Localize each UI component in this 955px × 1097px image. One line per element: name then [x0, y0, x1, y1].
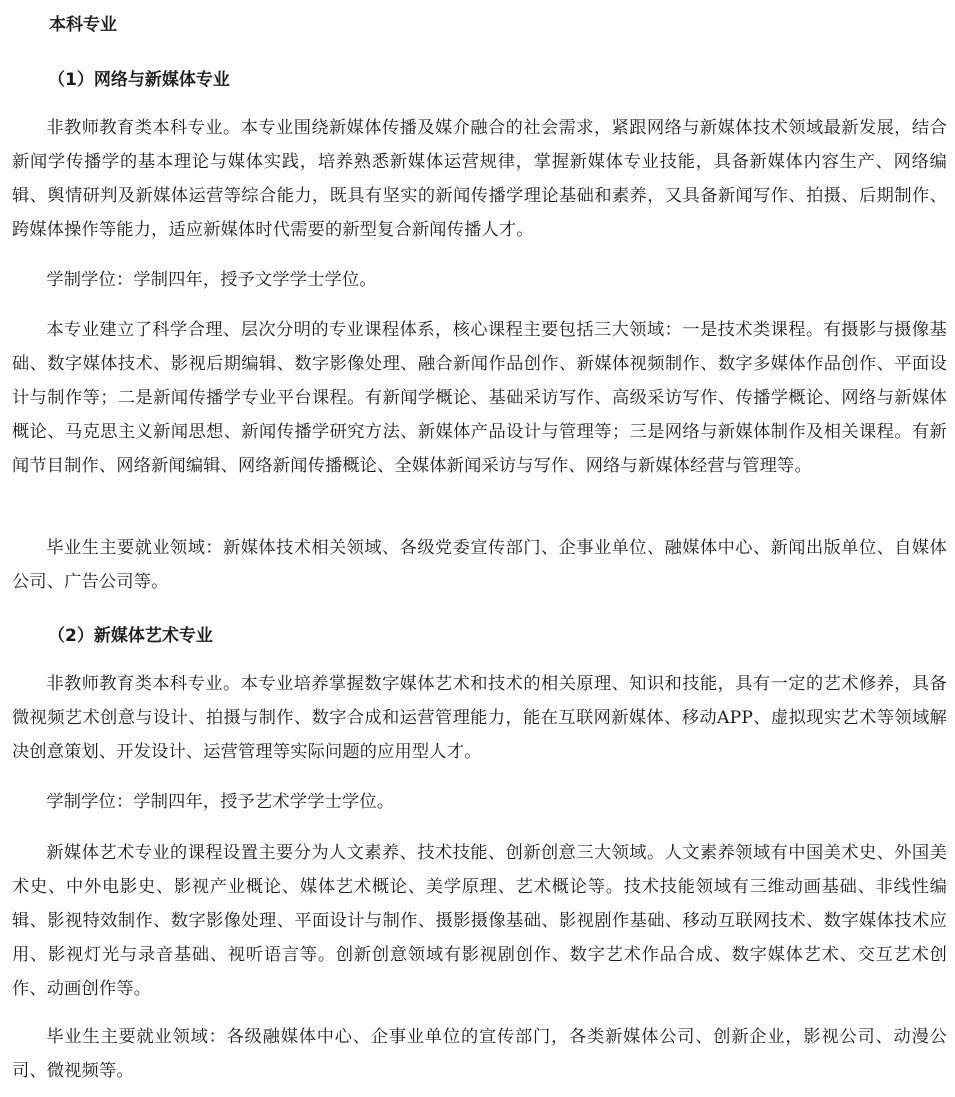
paragraph-network-employment: 毕业生主要就业领域：新媒体技术相关领域、各级党委宣传部门、企事业单位、融媒体中心、新闻出版单位、自媒体公司、广告公司等。 [12, 538, 947, 592]
paragraph-network-curriculum: 本专业建立了科学合理、层次分明的专业课程体系，核心课程主要包括三大领域：一是技术类课程。有摄影与摄像基础、数字媒体技术、影视后期编辑、数字影像处理、融合新闻作品创作、新媒体视频制作、数字多媒体作品创作、平面设计与制作等；二是新闻传播学专业平台课程。有新闻学概论、基础采访写作、高级采访写作、传播学概论、网络与新媒体概论、马克思主义新闻思想、新闻传播学研究方法、新媒体产品设计与管理等；三是网络与新媒体制作及相关课程。有新闻节目制作、网络新闻编辑、网络新闻传播概论、全媒体新闻采访与写作、网络与新媒体经营与管理等。 [12, 320, 947, 476]
paragraph-art-employment: 毕业生主要就业领域：各级融媒体中心、企事业单位的宣传部门，各类新媒体公司、创新企业，影视公司、动漫公司、微视频等。 [12, 1027, 947, 1081]
paragraph-network-intro: 非教师教育类本科专业。本专业围绕新媒体传播及媒介融合的社会需求，紧跟网络与新媒体技术领域最新发展，结合新闻学传播学的基本理论与媒体实践，培养熟悉新媒体运营规律，掌握新媒体专业技能，具备新媒体内容生产、网络编辑、舆情研判及新媒体运营等综合能力，既具有坚实的新闻传播学理论基础和素养，又具备新闻写作、拍摄、后期制作、跨媒体操作等能力，适应新媒体时代需要的新型复合新闻传播人才。 [12, 118, 947, 240]
section-heading-network-new-media: （1）网络与新媒体专业 [48, 70, 230, 90]
paragraph-art-degree: 学制学位：学制四年，授予艺术学学士学位。 [46, 792, 395, 812]
paragraph-art-curriculum: 新媒体艺术专业的课程设置主要分为人文素养、技术技能、创新创意三大领域。人文素养领域有中国美术史、外国美术史、中外电影史、影视产业概论、媒体艺术概论、美学原理、艺术概论等。技术技能领域有三维动画基础、非线性编辑、影视特效制作、数字影像处理、平面设计与制作、摄影摄像基础、影视剧作基础、移动互联网技术、数字媒体技术应用、影视灯光与录音基础、视听语言等。创新创意领域有影视剧创作、数字艺术作品合成、数字媒体艺术、交互艺术创作、动画创作等。 [12, 843, 947, 999]
paragraph-art-intro: 非教师教育类本科专业。本专业培养掌握数字媒体艺术和技术的相关原理、知识和技能，具有一定的艺术修养，具备微视频艺术创意与设计、拍摄与制作、数字合成和运营管理能力，能在互联网新媒体、移动APP、虚拟现实艺术等领域解决创意策划、开发设计、运营管理等实际问题的应用型人才。 [12, 674, 947, 762]
page-title: 本科专业 [49, 15, 117, 35]
paragraph-network-degree: 学制学位：学制四年，授予文学学士学位。 [46, 270, 377, 290]
section-heading-new-media-art: （2）新媒体艺术专业 [48, 626, 213, 646]
